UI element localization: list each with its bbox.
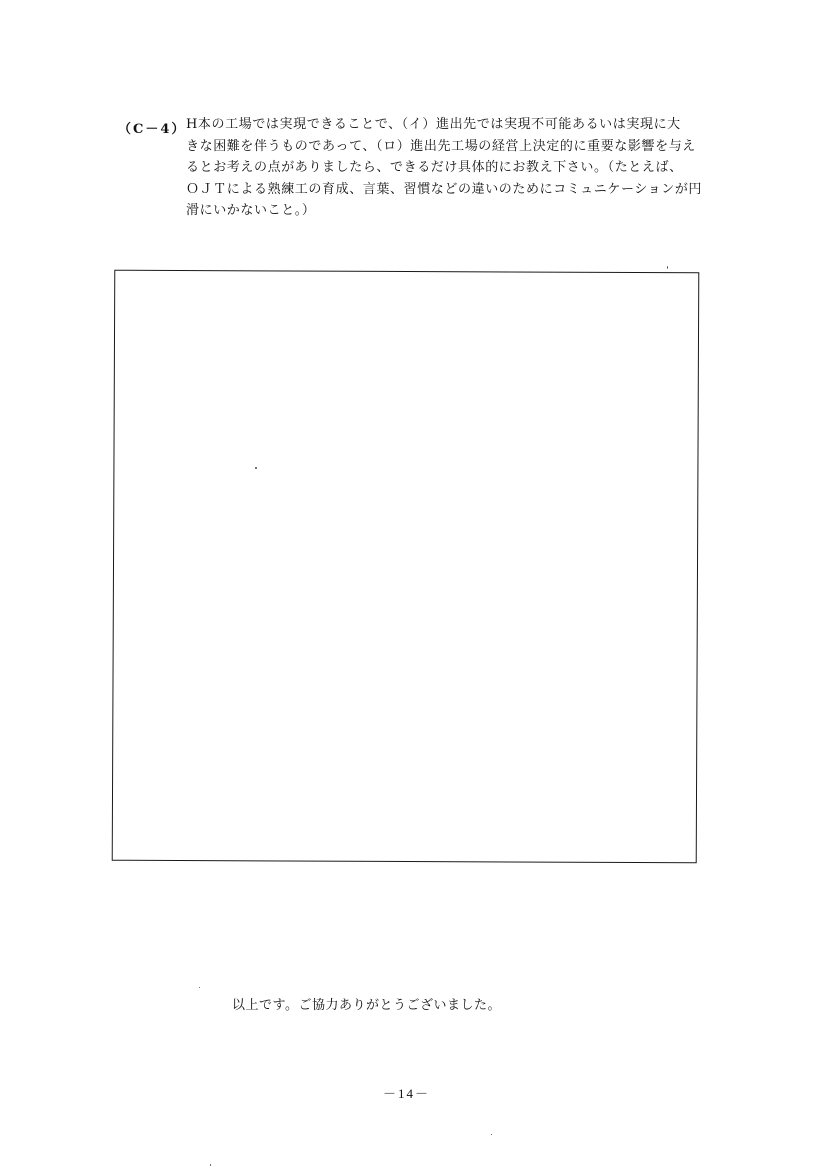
question-line: きな困難を伴うものであって、（ロ）進出先工場の経営上決定的に重要な影響を与え	[186, 138, 696, 154]
closing-message: 以上です。ご協力ありがとうございました。	[232, 998, 501, 1013]
page-number: －14－	[383, 1086, 431, 1101]
scan-speck	[491, 1134, 492, 1135]
question-line: H本の工場では実現できることで、（イ）進出先では実現不可能あるいは実現に大	[186, 117, 681, 132]
scan-speck	[210, 1164, 211, 1166]
question-line: 滑にいかないこと。）	[186, 203, 316, 218]
answer-box[interactable]	[112, 270, 700, 864]
scan-speck	[255, 467, 257, 469]
question-label: （C－4）	[118, 122, 187, 137]
scan-speck	[199, 987, 200, 988]
question-text	[186, 118, 726, 226]
question-line: るとお考えの点がありましたら、できるだけ具体的にお教え下さい。（たとえば、	[186, 160, 683, 175]
scan-speck	[667, 266, 668, 269]
question-line: ＯＪＴによる熟練工の育成、言葉、習慣などの違いのためにコミュニケーションが円	[186, 181, 703, 197]
